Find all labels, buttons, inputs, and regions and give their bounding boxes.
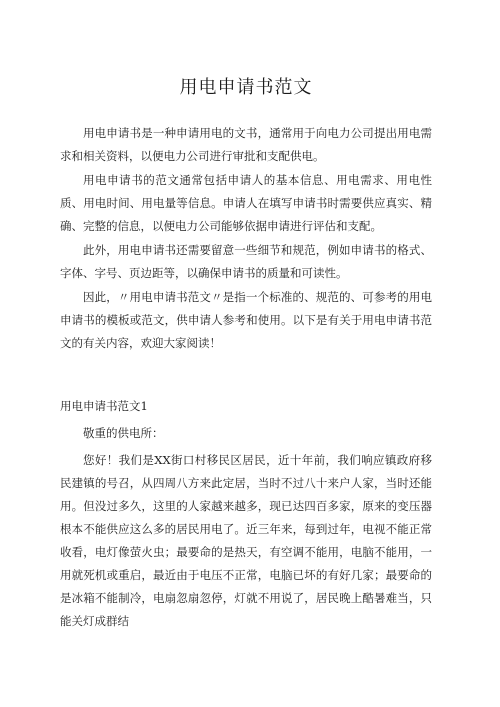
intro-paragraph: 此外，用电申请书还需要留意一些细节和规范，例如申请书的格式、字体、字号、页边距等，以确保申请书的质量和可读性。: [60, 243, 432, 280]
document-title: 用电申请书范文: [179, 77, 313, 98]
intro-paragraph: 因此，〃用电申请书范文〃是指一个标准的、规范的、可参考的用电申请书的模板或范文，供申请人参考和使用。以下是有关于用电申请书范文的有关内容，欢迎大家阅读！: [60, 290, 432, 350]
section-body-paragraph: 您好！我们是XX街口村移民区居民，近十年前，我们响应镇政府移民建镇的号召，从四周八方来此定居，当时不过八十来户人家，当时还能用。但没过多久，这里的人家越来越多，现已达四百多家，原来的变压器根本不能供应这么多的居民用电了。近三年来，每到过年，电视不能正常收看，电灯像萤火虫；最要命的是热天，有空调不能用，电脑不能用，一用就死机或重启，最近由于电压不正常，电脑已坏的有好几家；最要命的是冰箱不能制冷，电扇忽扇忽停，灯就不用说了，居民晚上酷暑难当，只能关灯成群结: [60, 453, 432, 628]
section-heading: 用电申请书范文1: [60, 399, 148, 413]
intro-paragraph: 用电申请书的范文通常包括申请人的基本信息、用电需求、用电性质、用电时间、用电量等信息。申请人在填写申请书时需要供应真实、精确、完整的信息，以便电力公司能够依据申请进行评估和支配。: [60, 173, 432, 233]
salutation: 敬重的供电所：: [83, 426, 164, 440]
intro-paragraph: 用电申请书是一种申请用电的文书，通常用于向电力公司提出用电需求和相关资料，以便电力公司进行审批和支配供电。: [60, 126, 432, 163]
